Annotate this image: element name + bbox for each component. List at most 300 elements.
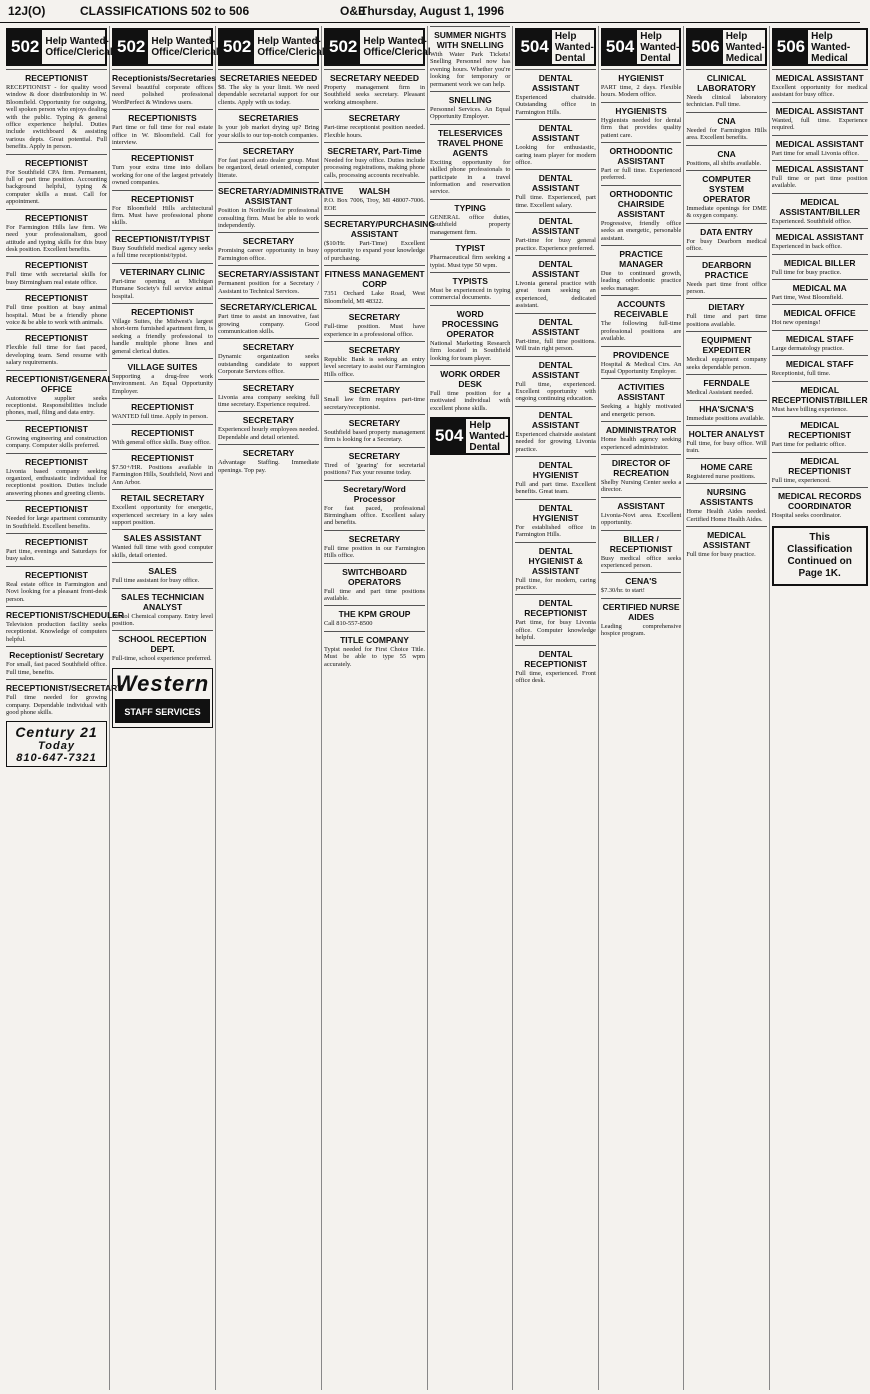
ad-body: Flexible full time for fast paced, developing team. Send resume with salary requirements. (6, 344, 107, 367)
column-7 (599, 26, 684, 1390)
classified-ad (6, 500, 107, 533)
ad-title: DENTAL ASSISTANT (531, 316, 580, 337)
ad-list (686, 69, 766, 561)
ad-body: Republic Bank is seeking an entry level secretary to assist our Farmington Hills office. (324, 355, 425, 378)
classified-ad (601, 598, 681, 641)
classified-ad (772, 355, 868, 380)
classified-ad (112, 630, 213, 665)
ad-body: Needs clinical laboratory technician. Full time. (686, 94, 767, 109)
classified-ad (6, 69, 107, 154)
continued-note: This Classification Continued on Page 1K. (772, 526, 868, 586)
ad-title: HYGIENIST (618, 73, 664, 83)
ad-body: Part time to assist an innovative, fast growing company. Good communication skills. (218, 313, 319, 335)
ad-title: RECEPTIONIST (25, 260, 88, 271)
classified-ad (324, 215, 435, 265)
ad-title: ACTIVITIES ASSISTANT (617, 382, 665, 403)
ad-body: Hot new openings! (771, 319, 821, 327)
ad-title: RECEPTIONIST (131, 452, 194, 463)
ad-title: RECEPTIONIST (25, 456, 88, 467)
ad-title: Secretary/Word Processor (343, 483, 406, 504)
ad-body: Leading comprehensive hospice program. (600, 622, 682, 638)
ad-title: RECEPTIONIST/SCHEDULER (6, 610, 125, 621)
heading-502 (324, 28, 431, 66)
ad-body: Hospital & Medical Ctrs. An Equal Opportunity Employer. (600, 360, 682, 375)
classified-ad (686, 112, 766, 145)
classified-ad (112, 588, 213, 631)
classified-ad (6, 154, 107, 209)
ad-title: SALES TECHNICIAN ANALYST (120, 591, 205, 612)
classified-ad (324, 109, 425, 142)
classified-ad (112, 263, 213, 303)
classified-ad (324, 341, 425, 381)
classified-ad (515, 499, 595, 542)
ad-body: Full time for busy practice. (771, 268, 842, 276)
heading-number: 506 (774, 30, 808, 64)
classified-ad (772, 487, 868, 522)
classified-ad (324, 605, 425, 630)
heading-number: 504 (432, 419, 466, 453)
ad-title: ORTHODONTIC CHAIRSIDE ASSISTANT (609, 188, 673, 219)
ad-body: Exciting opportunity for skilled phone professionals to participate in a travel information and reservation service. (430, 158, 511, 196)
ad-title: MEDICAL RECORDS COORDINATOR (777, 490, 862, 511)
ad-body: Full time, for modern, caring practice. (515, 576, 596, 591)
century21-name: Century 21 (15, 724, 98, 741)
heading-502 (6, 28, 113, 66)
classified-ad (686, 223, 766, 256)
classified-ad (772, 381, 868, 416)
section-title: CLASSIFICATIONS 502 to 506 (80, 4, 250, 18)
classified-ad (218, 298, 319, 338)
classified-ad (601, 69, 681, 102)
ad-body: Supporting a drug-free work environment. An Equal Opportunity Employer. (112, 372, 213, 395)
ad-title: RECEPTIONIST (25, 212, 88, 223)
ad-title: VETERINARY CLINIC (119, 266, 205, 277)
classified-ad (686, 458, 766, 483)
ad-body: Experienced. Southfield office. (771, 217, 852, 225)
classified-ad (515, 255, 595, 313)
ad-title: FERNDALE (703, 378, 750, 389)
ad-body: For fast paced auto dealer group. Must be organized, detail oriented, computer literate. (218, 157, 319, 179)
ad-body: Full-time position. Must have experience in a professional office. (324, 323, 425, 338)
ad-body: Full time, experienced. Front office desk. (515, 669, 596, 684)
ad-body: Large dermatology practice. (771, 344, 844, 352)
ad-body: Livonia general practice with great team seeking an experienced, dedicated assistant. (515, 280, 596, 310)
ad-title: Receptionists/Secretaries (112, 73, 216, 83)
classified-ad (324, 447, 425, 480)
ad-body: Full time position at busy animal hospital. Must be a friendly phone voice & be able to work with animals. (6, 304, 107, 326)
ad-title: CENA'S (625, 576, 657, 587)
ad-title: SECRETARY (348, 385, 401, 396)
ad-body: Busy medical office seeks experienced person. (600, 554, 682, 569)
ad-title: THE KPM GROUP (338, 609, 411, 620)
ad-body: Full time. Experienced, part time. Excellent salary. (515, 194, 596, 209)
classified-ad (430, 91, 510, 124)
classified-ad (218, 232, 319, 265)
ad-title: SECRETARY (242, 448, 295, 459)
classified-ad (430, 199, 510, 239)
ad-body: Advantage Staffing. Immediate openings. Top pay. (218, 459, 319, 474)
classified-ad (6, 533, 107, 566)
classified-ad (324, 414, 425, 447)
ad-title: DENTAL HYGIENIST (532, 502, 579, 523)
ad-body: Part time, West Bloomfield. (771, 294, 844, 302)
classified-ad (112, 489, 213, 529)
ad-body: Part or full time. Experienced preferred. (600, 167, 682, 182)
ad-body: Small law firm requires part-time secretary/receptionist. (324, 396, 425, 411)
ad-body: For Farmington Hills law firm. We need your professionalism, good attitude and typing skills for this busy desk position. Excellent benefits. (6, 223, 107, 253)
ad-title: SECRETARY (348, 417, 401, 428)
heading-label: Help Wanted-Medical (725, 30, 765, 64)
ad-body: Part time, evenings and Saturdays for busy salon. (6, 548, 107, 563)
classified-ad (772, 254, 868, 279)
ad-title: SECRETARY (348, 450, 401, 461)
ad-title: MEDICAL RECEPTIONIST (788, 420, 852, 441)
ad-body: Livonia-Novi area. Excellent opportunity. (600, 511, 682, 527)
classified-ad (601, 497, 681, 530)
classified-ad (515, 169, 595, 212)
classified-ad (218, 182, 344, 232)
ad-body: Receptionist, full time. (771, 370, 831, 378)
ad-body: Full time position for a motivated individual with excellent phone skills. (430, 389, 511, 412)
column-2 (110, 26, 219, 1390)
heading-number: 504 (517, 30, 551, 64)
ad-title: SECRETARY/PURCHASING ASSISTANT (324, 219, 435, 240)
ad-title: HOLTER ANALYST (688, 428, 765, 439)
ad-title: TYPISTS (452, 275, 488, 286)
ad-body: Full-time, school experience preferred. (112, 655, 212, 663)
ad-title: TITLE COMPANY (340, 634, 409, 645)
column-6 (513, 26, 598, 1390)
classified-ad (218, 411, 319, 444)
classified-ad (324, 308, 425, 341)
classified-ad (515, 356, 595, 406)
classified-ad (686, 145, 766, 170)
classified-ad (686, 425, 766, 458)
ad-title: DENTAL ASSISTANT (531, 409, 580, 430)
classified-ad (601, 295, 681, 345)
western-logo: Western (115, 670, 210, 696)
ad-title: WORK ORDER DESK (440, 368, 501, 389)
ad-body: WANTED full time. Apply in person. (112, 413, 209, 421)
issue-date: Thursday, August 1, 1996 (360, 4, 505, 18)
ad-body: Excellent opportunity for medical assistant for busy office. (771, 84, 868, 99)
ad-body: Must be experienced in typing commercial documents. (430, 286, 511, 302)
classified-ad (772, 279, 868, 304)
ad-title: DENTAL ASSISTANT (531, 73, 580, 93)
classified-ad (6, 420, 107, 453)
ad-title: DENTAL HYGIENIST & ASSISTANT (528, 545, 583, 576)
heading-label: Help Wanted-Dental (640, 30, 680, 64)
ad-title: SECRETARY (242, 236, 295, 247)
western-tagline: STAFF SERVICES (115, 699, 210, 723)
classified-ad (686, 483, 766, 526)
ad-title: RECEPTIONIST (131, 306, 194, 317)
ad-body: Looking for enthusiastic, caring team player for modern office. (515, 144, 596, 167)
classified-ad (218, 142, 319, 182)
classified-ad (430, 305, 510, 365)
ad-title: MEDICAL ASSISTANT (775, 105, 864, 116)
ad-body: Must have billing experience. (771, 405, 848, 413)
heading-502 (112, 28, 219, 66)
ad-title: Receptionist/ Secretary (9, 650, 104, 661)
ad-body: Full time, experienced. (771, 476, 831, 484)
classified-ad (112, 303, 213, 358)
ad-list (6, 69, 125, 719)
ad-body: Village Suites, the Midwest's largest short-term furnished apartment firm, is seeking a friendly professional to handle multiple phone lines and general clerical duties. (112, 317, 213, 355)
ad-body: For established office in Farmington Hills. (515, 523, 596, 539)
ad-title: RETAIL SECRETARY (120, 493, 205, 504)
classified-ad (686, 298, 766, 331)
classified-ad (430, 272, 510, 305)
ad-title: SECRETARY (242, 146, 295, 157)
ad-body: Hospital seeks coordinator. (771, 511, 842, 519)
ad-body: Part-time receptionist position needed. Flexible hours. (324, 124, 425, 139)
ad-body: Automotive supplier seeks receptionist. Responsibilities include phones, mail, filing and data entry. (6, 394, 107, 417)
ad-title: ACCOUNTS RECEIVABLE (614, 299, 669, 320)
classified-ad (772, 452, 868, 487)
ad-title: DATA ENTRY (700, 226, 753, 237)
classified-ad (772, 69, 868, 102)
ad-body: Tired of 'gearing' for secretarial positions? Fax your resume today. (324, 461, 425, 477)
ad-title: MEDICAL ASSISTANT (775, 73, 864, 83)
ad-body: Needs part time front office person. (686, 280, 767, 296)
ad-title: SECRETARY (348, 113, 401, 124)
ad-title: SECRETARY/ASSISTANT (218, 269, 320, 280)
ad-body: Seeking a highly motivated and energetic person. (600, 403, 682, 418)
ad-body: Property management firm in Southfield seeks secretary. Pleasant working atmosphere. (324, 84, 425, 106)
heading-number: 502 (326, 30, 360, 64)
classified-ad (324, 69, 425, 109)
ad-body: For fast paced, professional Birmingham office. Excellent salary and benefits. (324, 504, 425, 527)
ad-title: FITNESS MANAGEMENT CORP (324, 269, 425, 290)
ad-title: SECRETARY (348, 533, 401, 544)
ad-title: MEDICAL ASSISTANT (775, 138, 864, 149)
classified-ad (112, 529, 213, 562)
ad-body: Experienced hourly employees needed. Dependable and detail oriented. (218, 426, 319, 441)
column-1 (4, 26, 125, 1390)
ad-title: SECRETARY (348, 344, 401, 355)
ad-body: Part-time, full time positions. Will train right person. (515, 337, 596, 353)
classified-ad (686, 69, 766, 112)
heading-504 (515, 28, 595, 66)
classified-ad (515, 212, 595, 255)
ad-body: Busy Southfield medical agency seeks a full time receptionist/typist. (112, 244, 213, 260)
classified-columns (4, 26, 868, 1390)
classified-ad (6, 453, 107, 501)
ad-title: SECRETARY (242, 382, 295, 393)
classified-ad (324, 182, 425, 215)
ad-body: $7.50+/HR. Positions available in Farmington Hills, Southfield, Novi and Ann Arbor. (112, 463, 213, 486)
classified-ad (218, 444, 319, 477)
ad-title: DENTAL ASSISTANT (531, 123, 580, 144)
classified-ad (772, 102, 868, 135)
ad-title: RECEPTIONIST (131, 427, 194, 438)
ad-body: Full time for busy practice. (686, 550, 756, 558)
century21-office: Today (38, 740, 75, 753)
ad-title: MEDICAL ASSISTANT (775, 164, 864, 175)
classified-ad (686, 170, 766, 223)
ad-title: MEDICAL STAFF (785, 359, 854, 370)
ad-body: Personnel Services. An Equal Opportunity Employer. (430, 106, 511, 121)
heading-label: Help Wanted-Office/Clerical (151, 36, 219, 58)
ad-title: MEDICAL RECEPTIONIST/BILLER (771, 384, 868, 405)
classified-ad (515, 313, 595, 356)
ad-title: RECEPTIONIST (25, 73, 88, 83)
ad-title: RECEPTIONIST (25, 423, 88, 434)
ad-title: SECRETARY (348, 312, 401, 323)
classified-ad (6, 370, 113, 420)
page-number: 12J(O) (8, 4, 46, 18)
classified-ad (6, 256, 107, 289)
column-3 (216, 26, 344, 1390)
classified-ad (601, 102, 681, 142)
ad-body: Experienced chairside assistant needed for growing Livonia practice. (515, 430, 596, 453)
ad-title: SECRETARIES (238, 113, 299, 124)
ad-title: DENTAL RECEPTIONIST (524, 648, 588, 669)
ad-body: For Bloomfield Hills architectural firm. Must have professional phone skills. (112, 204, 213, 227)
ad-title: CLINICAL LABORATORY (697, 73, 756, 93)
ad-body: Part time or full time for real estate office in W. Bloomfield. Call for interview. (112, 124, 213, 147)
ad-title: MEDICAL ASSISTANT (775, 232, 864, 243)
ad-body: For small, fast paced Southfield office. Full time, benefits. (6, 661, 107, 676)
ad-body: Wanted, full time. Experience required. (771, 116, 868, 132)
classified-ad (601, 346, 681, 379)
ad-body: Full and part time. Excellent benefits. Great team. (515, 480, 596, 496)
ad-body: Growing engineering and construction company. Computer skills preferred. (6, 434, 107, 450)
ad-title: PRACTICE MANAGER (619, 249, 664, 270)
heading-number: 502 (8, 30, 42, 64)
heading-label: Help Wanted-Office/Clerical (257, 36, 325, 58)
ad-title: HHA'S/CNA'S (699, 403, 754, 414)
ad-body: Several beautiful corporate offices need polished professional WordPerfect & Windows users. (112, 84, 213, 106)
classified-ad (112, 398, 213, 423)
classified-ad (324, 530, 425, 563)
ad-title: RECEPTIONIST/GENERAL OFFICE (6, 373, 113, 394)
ad-list (601, 69, 681, 641)
classified-ad (772, 416, 868, 451)
classified-ad (430, 26, 510, 91)
ad-body: Full time and part time positions available. (324, 587, 425, 602)
ad-title: BILLER / RECEPTIONIST (609, 533, 673, 554)
ad-title: SNELLING (448, 95, 492, 106)
classified-ad (430, 124, 510, 199)
classified-ad (112, 562, 213, 587)
ad-title: EQUIPMENT EXPEDITER (701, 335, 752, 356)
ad-title: SALES (148, 566, 177, 577)
ad-title: SECRETARY (242, 342, 295, 353)
ad-body: Full time and part time positions available. (686, 313, 767, 328)
classified-ad (515, 645, 595, 688)
ad-title: DENTAL HYGIENIST (532, 459, 579, 480)
classified-ad (601, 142, 681, 185)
classified-ad (112, 424, 213, 449)
ad-body: Is your job market drying up? Bring your skills to our top-notch companies. (218, 124, 319, 139)
classified-ad (601, 245, 681, 295)
ad-list (430, 26, 510, 415)
ad-body: PART time, 2 days. Flexible hours. Modern office. (600, 84, 682, 99)
classified-ad (515, 119, 595, 169)
ad-title: COMPUTER SYSTEM OPERATOR (702, 174, 751, 205)
classified-ad (218, 379, 319, 412)
classified-ad (515, 456, 595, 499)
ad-body: Full time with secretarial skills for busy Birmingham real estate office. (6, 271, 107, 286)
ad-title: ASSISTANT (617, 500, 665, 511)
ad-body: Full time assistant for busy office. (112, 577, 200, 585)
classified-ad (6, 566, 107, 606)
ad-body: Immediate openings for DME & oxygen company. (686, 205, 767, 220)
classified-ad (112, 449, 213, 489)
ad-body: Needed for busy office. Duties include processing registrations, making phone calls, processing accounts receivable. (324, 157, 425, 179)
ad-body: Excellent opportunity for energetic, experienced secretary in a key sales support position. (112, 504, 213, 526)
ad-body: Due to continued growth, leading orthodontic practice seeks manager. (600, 270, 682, 292)
ad-title: MEDICAL MA (792, 283, 847, 294)
western-staff-ad (112, 668, 213, 728)
ad-body: Registered nurse positions. (686, 472, 756, 480)
ad-body: Part time, for busy Livonia office. Computer knowledge helpful. (515, 619, 596, 642)
ad-body: Progressive, friendly office seeks an energetic, personable assistant. (600, 219, 682, 242)
ad-body: Full time needed for growing company. Dependable individual with good phone skills. (6, 694, 107, 716)
ad-title: RECEPTIONIST/TYPIST (115, 233, 210, 244)
classified-ad (772, 135, 868, 160)
classified-ad (112, 109, 213, 149)
classified-ad (515, 406, 595, 456)
ad-title: RECEPTIONIST (131, 402, 194, 413)
ad-body: Dynamic organization seeks outstanding candidate to support Corporate Services office. (218, 353, 319, 376)
ad-body: Promising career opportunity in busy Farmington office. (218, 247, 319, 262)
classified-ad (218, 265, 319, 298)
ad-body: Shelby Nursing Center seeks a director. (600, 478, 682, 494)
ad-title: MEDICAL RECEPTIONIST (788, 455, 852, 476)
classified-ad (324, 142, 425, 182)
classified-ad (686, 374, 766, 399)
ad-title: DIRECTOR OF RECREATION (611, 457, 671, 478)
ad-body: Real estate office in Farmington and Novi looking for a pleasant front-desk person. (6, 580, 107, 603)
ad-title: RECEPTIONIST (25, 537, 88, 548)
ad-body: Experienced in back office. (771, 243, 842, 251)
heading-506 (686, 28, 766, 66)
classified-ad (601, 530, 681, 573)
century21-ad (6, 721, 107, 767)
ad-body: Part time for pediatric office. (771, 441, 846, 449)
column-8 (684, 26, 769, 1390)
ad-title: SECRETARY NEEDED (329, 73, 420, 83)
ad-body: Permanent position for a Secretary / Assistant to Technical Services. (218, 280, 319, 295)
ad-title: RECEPTIONISTS (128, 113, 197, 124)
classified-ad (686, 331, 766, 374)
ad-title: DENTAL ASSISTANT (531, 216, 580, 237)
ad-title: DENTAL ASSISTANT (531, 259, 580, 280)
ad-title: HYGIENISTS (615, 105, 667, 116)
ad-title: MEDICAL ASSISTANT/BILLER (779, 196, 860, 217)
ad-body: Hygienists needed for dental firm that provides quality patient care. (600, 116, 682, 139)
ad-title: RECEPTIONIST/SECRETARY (6, 683, 123, 694)
ad-body: Bristol Chemical company. Entry level position. (112, 612, 213, 628)
classified-ad (6, 646, 107, 679)
ad-body: Television production facility seeks receptionist. Knowledge of computers helpful. (6, 621, 107, 643)
classified-ad (515, 69, 595, 119)
ad-body: Immediate positions available. (686, 414, 765, 422)
classified-ad (515, 594, 595, 644)
classified-ad (112, 190, 213, 230)
ad-title: RECEPTIONIST (25, 157, 88, 168)
heading-504 (430, 417, 510, 455)
ad-body: $8. The sky is your limit. We need dependable secretarial support for our clients. Apply with us today. (218, 84, 319, 106)
ad-title: DENTAL ASSISTANT (531, 359, 580, 380)
ad-body: GENERAL office duties, Southfield property management firm. (430, 213, 511, 236)
heading-label: Help Wanted-Office/Clerical (45, 36, 113, 58)
ad-body: Full time, experienced. Excellent opportunity with ongoing continuing education. (515, 380, 596, 403)
classified-ad (112, 69, 216, 109)
